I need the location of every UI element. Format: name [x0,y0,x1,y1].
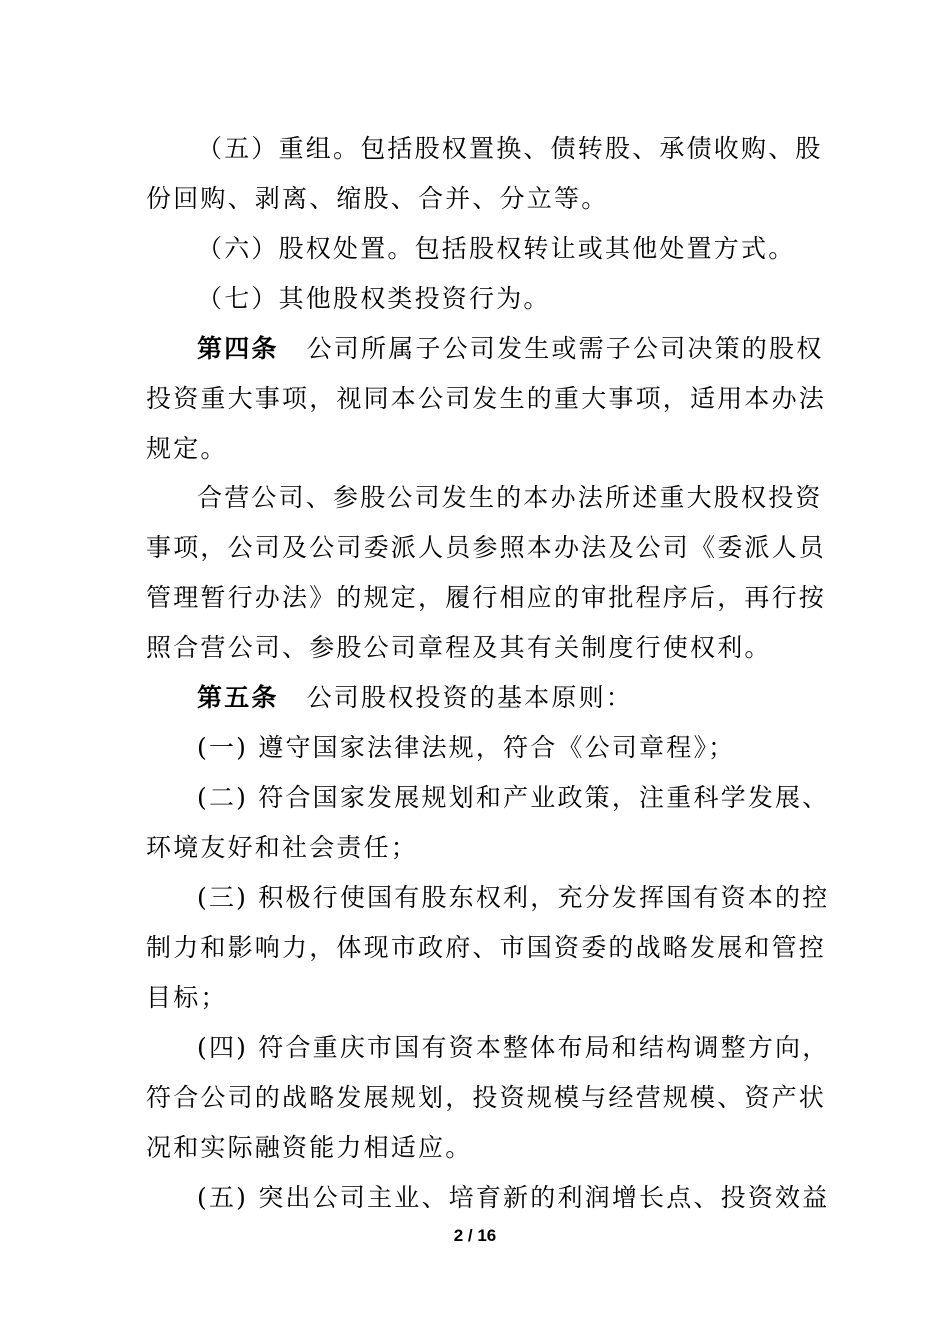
paragraph-line: 况和实际融资能力相适应。 [146,1133,473,1162]
article-label: 第五条 [197,683,279,712]
paragraph-line: 制力和影响力，体现市政府、市国资委的战略发展和管控 [146,933,827,962]
paragraph-line: （六）股权处置。包括股权转让或其他处置方式。 [197,234,796,263]
article-four-line [197,334,824,364]
paragraph-line: 合营公司、参股公司发生的本办法所述重大股权投资 [197,483,823,512]
article-five-line [197,683,787,713]
paragraph-line: 管理暂行办法》的规定，履行相应的审批程序后，再行按 [146,583,827,612]
article-label: 第四条 [197,334,279,363]
page-number: 2 / 16 [453,1226,497,1245]
paragraph-line: （五）重组。包括股权置换、债转股、承债收购、股 [197,134,823,163]
article-text: 公司股权投资的基本原则： [306,683,634,712]
paragraph-line: (二) 符合国家发展规划和产业政策，注重科学发展、 [197,783,830,812]
paragraph-line: 份回购、剥离、缩股、合并、分立等。 [146,184,609,213]
paragraph-line: 投资重大事项，视同本公司发生的重大事项，适用本办法 [146,384,827,413]
paragraph-line: 照合营公司、参股公司章程及其有关制度行使权利。 [146,633,772,662]
paragraph-line: 符合公司的战略发展规划，投资规模与经营规模、资产状 [146,1083,827,1112]
article-text: 公司所属子公司发生或需子公司决策的股权 [306,334,824,363]
paragraph-line: (五) 突出公司主业、培育新的利润增长点、投资效益 [197,1183,830,1212]
paragraph-line: (三) 积极行使国有股东权利，充分发挥国有资本的控 [197,883,830,912]
paragraph-line: (一) 遵守国家法律法规，符合《公司章程》； [197,733,736,762]
paragraph-line: 目标； [146,983,228,1012]
paragraph-line: （七）其他股权类投资行为。 [197,284,551,313]
paragraph-line: 事项，公司及公司委派人员参照本办法及公司《委派人员 [146,533,827,562]
paragraph-line: 规定。 [146,434,228,463]
paragraph-line: (四) 符合重庆市国有资本整体布局和结构调整方向， [197,1033,830,1062]
paragraph-line: 环境友好和社会责任； [146,833,419,862]
